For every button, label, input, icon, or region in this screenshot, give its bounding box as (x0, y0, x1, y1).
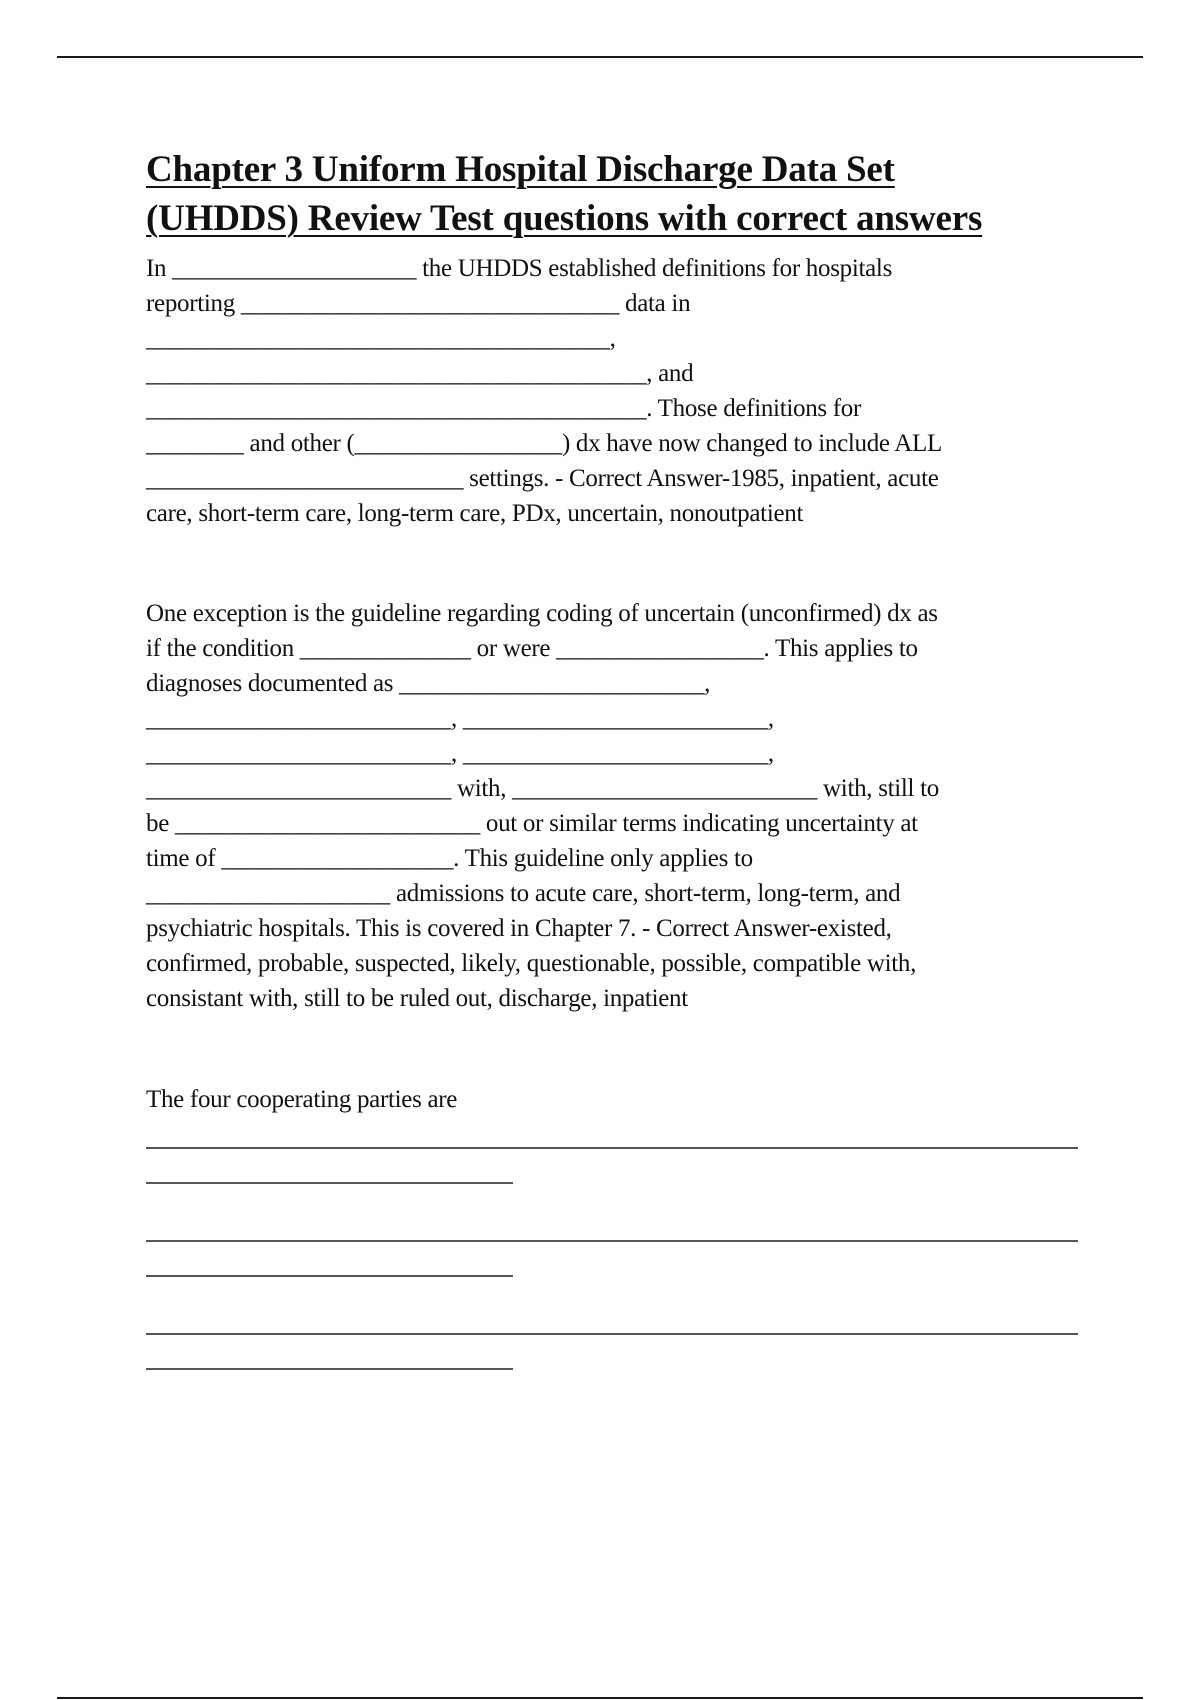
blank-group (146, 1147, 1086, 1184)
question-line: diagnoses documented as _________________________, (146, 670, 711, 697)
title-line-2: (UHDDS) Review Test questions with correct answers (146, 198, 983, 239)
blank-line (146, 1275, 513, 1277)
question-line: care, short-term care, long-term care, PDx, uncertain, nonoutpatient (146, 500, 804, 527)
question-line: _________________________________________. Those definitions for (146, 395, 862, 422)
title-line-1: Chapter 3 Uniform Hospital Discharge Data Set (146, 149, 895, 190)
blank-line (146, 1368, 513, 1370)
question-line: be _________________________ out or similar terms indicating uncertainty at (146, 810, 918, 837)
question-2 (146, 596, 1086, 1016)
blank-group (146, 1333, 1086, 1370)
question-line: confirmed, probable, suspected, likely, questionable, possible, compatible with, (146, 950, 917, 977)
question-line: psychiatric hospitals. This is covered in Chapter 7. - Correct Answer-existed, (146, 915, 892, 942)
question-line: _________________________________________, and (146, 360, 694, 387)
question-line: ________ and other (_________________) dx have now changed to include ALL (146, 430, 942, 457)
question-3 (146, 1082, 1086, 1117)
header-rule (57, 56, 1143, 58)
question-line: _________________________, _________________________, (146, 705, 774, 732)
question-line: reporting _______________________________ data in (146, 290, 691, 317)
question-line: ______________________________________, (146, 325, 616, 352)
question-line: _________________________, _________________________, (146, 740, 774, 767)
answer-blanks (146, 1147, 1086, 1370)
blank-line (146, 1333, 1078, 1335)
question-line: if the condition ______________ or were _________________. This applies to (146, 635, 918, 662)
blank-line (146, 1240, 1078, 1242)
blank-line (146, 1182, 513, 1184)
question-line: consistant with, still to be ruled out, discharge, inpatient (146, 985, 688, 1012)
footer-rule (57, 1697, 1143, 1699)
question-line: ____________________ admissions to acute care, short-term, long-term, and (146, 880, 901, 907)
question-line: The four cooperating parties are (146, 1086, 458, 1113)
question-1 (146, 251, 1086, 531)
blank-group (146, 1240, 1086, 1277)
document-body (146, 145, 1086, 1426)
question-line: In ____________________ the UHDDS established definitions for hospitals (146, 255, 892, 282)
question-line: One exception is the guideline regarding coding of uncertain (unconfirmed) dx as (146, 600, 938, 627)
question-line: time of ___________________. This guideline only applies to (146, 845, 753, 872)
blank-line (146, 1147, 1078, 1149)
document-title (146, 145, 1086, 243)
question-line: _________________________ with, _________________________ with, still to (146, 775, 940, 802)
question-line: __________________________ settings. - Correct Answer-1985, inpatient, acute (146, 465, 939, 492)
